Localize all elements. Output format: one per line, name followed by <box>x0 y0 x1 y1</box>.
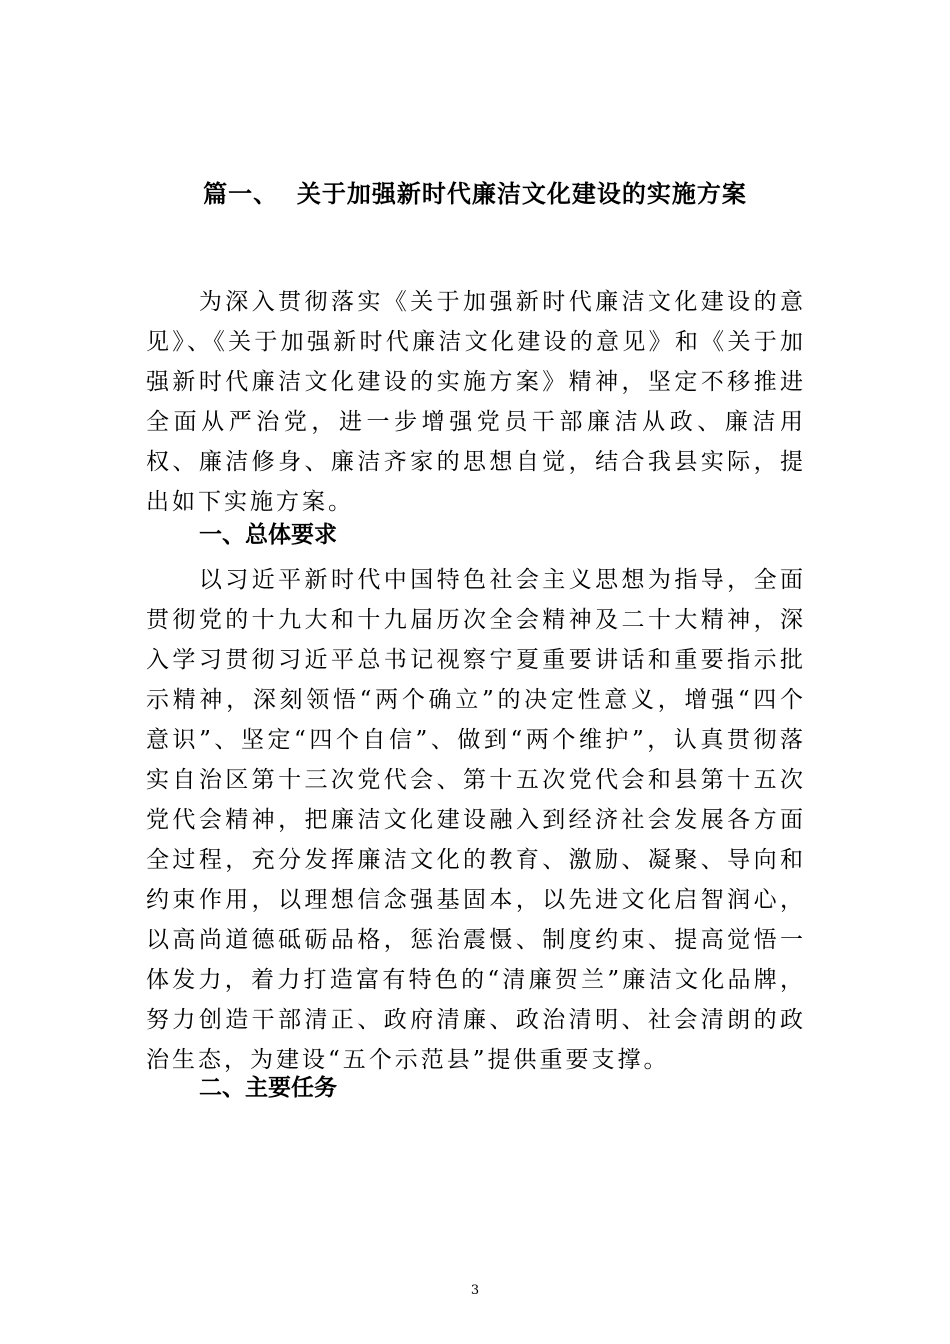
section-heading-overall-requirements: 一、总体要求 <box>199 522 337 548</box>
page-number: 3 <box>470 1283 480 1298</box>
document-title: 篇一、 关于加强新时代廉洁文化建设的实施方案 <box>203 180 747 208</box>
intro-paragraph: 为深入贯彻落实《关于加强新时代廉洁文化建设的意见》、《关于加强新时代廉洁文化建设的意见》和《关于加强新时代廉洁文化建设的实施方案》精神，坚定不移推进全面从严治党，进一步增强党员干部廉洁从政、廉洁用权、廉洁修身、廉洁齐家的思想自觉，结合我县实际，提出如下实施方案。 <box>146 289 806 515</box>
overall-requirements-paragraph: 以习近平新时代中国特色社会主义思想为指导，全面贯彻党的十九大和十九届历次全会精神及二十大精神，深入学习贯彻习近平总书记视察宁夏重要讲话和重要指示批示精神，深刻领悟“两个确立”的决定性意义，增强“四个意识”、坚定“四个自信”、做到“两个维护”，认真贯彻落实自治区第十三次党代会、第十五次党代会和县第十五次党代会精神，把廉洁文化建设融入到经济社会发展各方面全过程，充分发挥廉洁文化的教育、激励、凝聚、导向和约束作用，以理想信念强基固本，以先进文化启智润心，以高尚道德砥砺品格，惩治震慑、制度约束、提高觉悟一体发力，着力打造富有特色的“清廉贺兰”廉洁文化品牌，努力创造干部清正、政府清廉、政治清明、社会清朗的政治生态，为建设“五个示范县”提供重要支撑。 <box>146 567 806 1073</box>
section-heading-main-tasks: 二、主要任务 <box>199 1075 337 1101</box>
